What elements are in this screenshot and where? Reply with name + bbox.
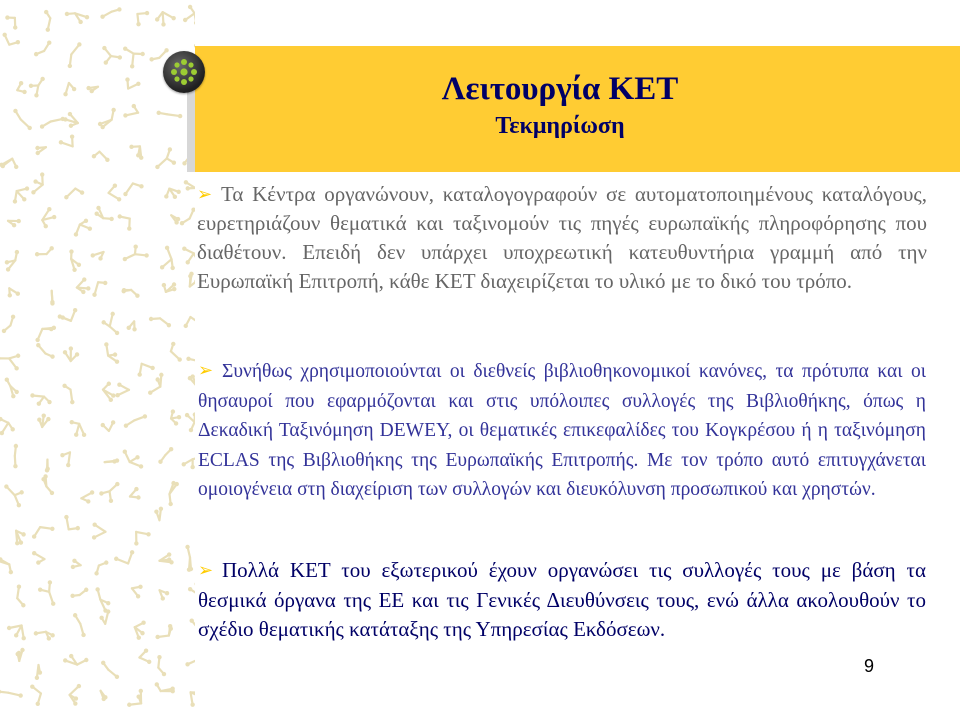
page-number: 9 xyxy=(864,656,875,676)
paragraph-1 xyxy=(197,180,927,296)
paragraph-2 xyxy=(198,356,926,505)
page-title: Λειτουργία KET xyxy=(441,71,679,107)
arrow-bullet-icon: ➢ xyxy=(198,560,214,580)
header-band xyxy=(195,46,960,172)
arrow-bullet-icon: ➢ xyxy=(197,184,213,204)
molecule-pattern-background xyxy=(0,0,195,716)
paragraph-2-text: Συνήθως χρησιμοποιούνται οι διεθνείς βιβλιοθηκονομικοί κανόνες, τα πρότυπα και οι θησαυροί που εφαρμόζονται και στις υπόλοιπες συλλογές της Βιβλιοθήκης, όπως η Δεκαδική Ταξινόμηση DEWEY, οι θεματικές επικεφαλίδες του Κογκρέσου ή η ταξινόμηση ECLAS της Βιβλιοθήκης της Ευρωπαϊκής Επιτροπής. Με τον τρόπο αυτό επιτυγχάνεται ομοιογένεια στη διαχείριση των συλλογών και διευκόλυνση προσωπικού και χρηστών. xyxy=(198,361,926,500)
molecule-logo-icon xyxy=(163,51,205,93)
paragraph-3 xyxy=(198,556,926,645)
paragraph-3-text: Πολλά KET του εξωτερικού έχουν οργανώσει τις συλλογές τους με βάση τα θεσμικά όργανα της ΕΕ και τις Γενικές Διευθύνσεις τους, ενώ άλλα ακολουθούν το σχέδιο θεματικής κατάταξης της Υπηρεσίας Εκδόσεων. xyxy=(198,558,926,641)
arrow-bullet-icon: ➢ xyxy=(198,360,214,380)
paragraph-1-text: Τα Κέντρα οργανώνουν, καταλογογραφούν σε αυτοματοποιημένους καταλόγους, ευρετηριάζουν θεματικά και ταξινομούν τις πηγές ευρωπαϊκής πληροφόρησης που διαθέτουν. Επειδή δεν υπάρχει υποχρεωτική κατευθυντήρια γραμμή από την Ευρωπαϊκή Επιτροπή, κάθε KET διαχειρίζεται το υλικό με το δικό του τρόπο. xyxy=(197,182,927,293)
page-subtitle: Τεκμηρίωση xyxy=(495,113,625,139)
